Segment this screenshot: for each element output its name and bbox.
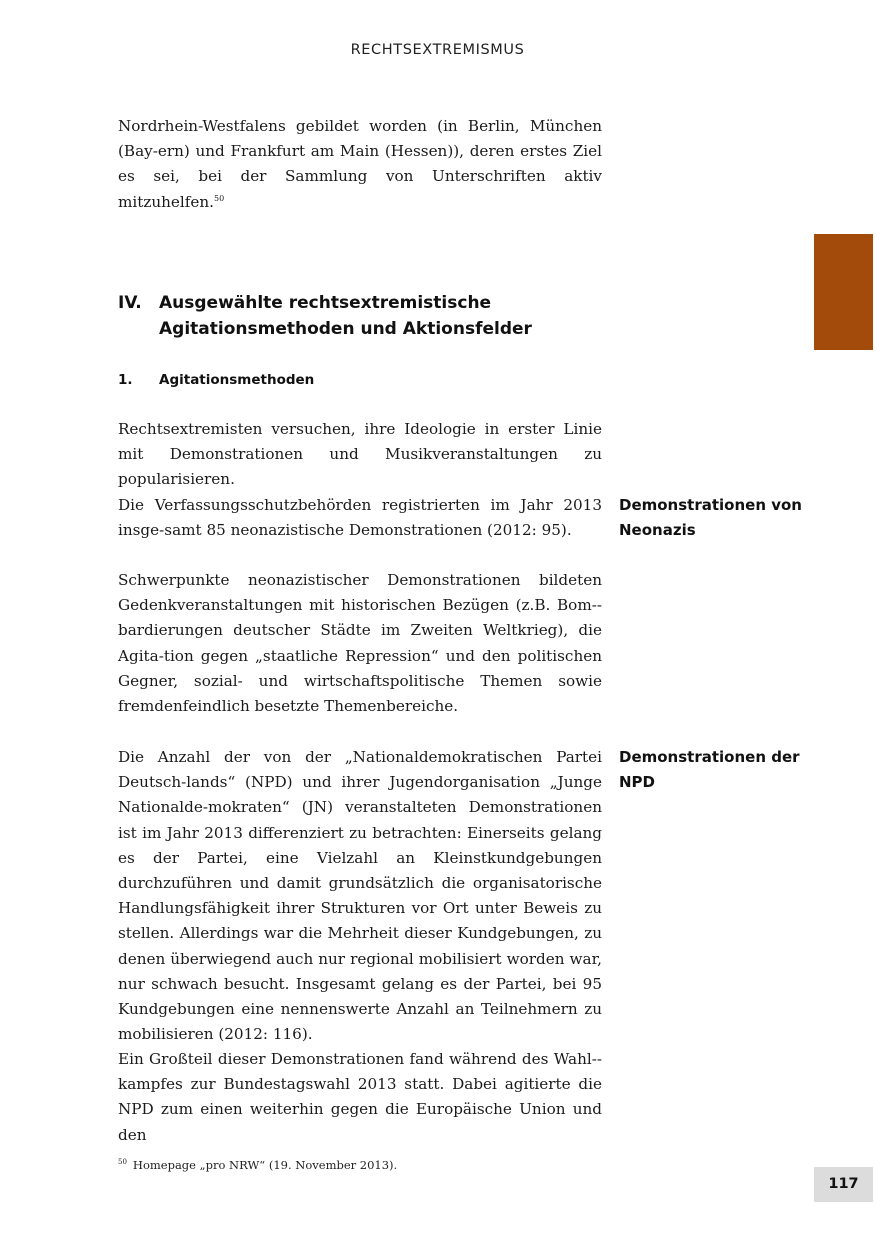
running-head: RECHTSEXTREMISMUS bbox=[350, 42, 525, 58]
body-paragraph: Ein Großteil dieser Demonstrationen fand während des Wahl-kampfes zur Bundestagswahl 2013 statt. Dabei agitierte die NPD zum einen weiterhin gegen die Europäische Union und den bbox=[118, 1050, 602, 1144]
body-paragraph: Schwerpunkte neonazistischer Demonstrationen bildeten Gedenkveranstaltungen mit historischen Bezügen (z.B. Bom-bardierungen deutscher Städte im Zweiten Weltkrieg), die Agita-tion gegen „staatliche Repression“ und den politischen Gegner, sozial- und wirtschaftspolitische Themen sowie fremdenfeindlich besetzte Themenbereiche. bbox=[118, 571, 602, 716]
margin-note-neonazis: Demonstrationen von Neonazis bbox=[619, 496, 802, 539]
subsection-number: 1. bbox=[118, 372, 133, 388]
footnote-text: Homepage „pro NRW“ (19. November 2013). bbox=[132, 1157, 398, 1172]
section-number: IV. bbox=[118, 293, 142, 313]
chapter-tab-marker bbox=[814, 234, 873, 350]
intro-paragraph-text: Nordrhein-Westfalens gebildet worden (in Berlin, München (Bay-ern) und Frankfurt am Main (Hessen)), deren erstes Ziel es sei, bei der Sammlung von Unterschriften aktiv mitzuhelfen. bbox=[118, 117, 602, 211]
body-paragraph: Die Verfassungsschutzbehörden registrierten im Jahr 2013 insge-samt 85 neonazistische Demonstrationen (2012: 95). bbox=[118, 496, 602, 540]
margin-note-npd: Demonstrationen der NPD bbox=[619, 748, 800, 791]
footnote bbox=[118, 1154, 598, 1173]
page-number: 117 bbox=[814, 1167, 873, 1202]
body-paragraph: Rechtsextremisten versuchen, ihre Ideologie in erster Linie mit Demonstrationen und Musikveranstaltungen zu popularisieren. bbox=[118, 420, 602, 489]
footnote-number: 50 bbox=[118, 1158, 127, 1166]
body-paragraph: Die Anzahl der von der „Nationaldemokratischen Partei Deutsch-lands“ (NPD) und ihrer Jugendorganisation „Junge Nationalde-mokraten“ (JN) veranstalteten Demonstrationen ist im Jahr 2013 differenziert zu betrachten: Einerseits gelang es der Partei, eine Vielzahl an Kleinstkundgebungen durchzuführen und damit grundsätzlich die organisatorische Handlungsfähigkeit ihrer Strukturen vor Ort unter Beweis zu stellen. Allerdings war die Mehrheit dieser Kundgebungen, zu denen überwiegend auch nur regional mobilisiert worden war, nur schwach besucht. Insgesamt gelang es der Partei, bei 95 Kundgebungen eine nennenswerte Anzahl an Teilnehmern zu mobilisieren (2012: 116). bbox=[118, 748, 602, 1044]
footnote-reference: 50 bbox=[214, 193, 225, 203]
subsection-title: Agitationsmethoden bbox=[159, 372, 315, 388]
section-title: Ausgewählte rechtsextremistische Agitationsmethoden und Aktionsfelder bbox=[159, 293, 532, 339]
intro-paragraph bbox=[118, 114, 602, 215]
